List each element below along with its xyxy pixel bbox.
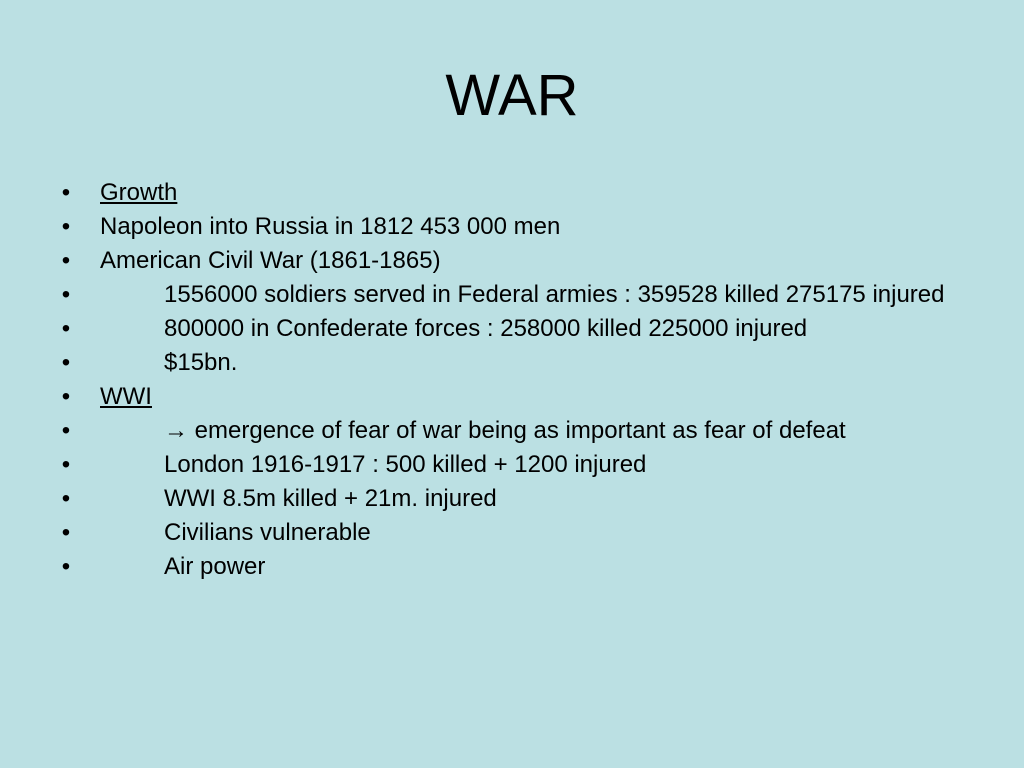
bullet-dot: • [61,281,71,308]
bullet-text: London 1916-1917 : 500 killed + 1200 injured [164,451,647,478]
bullet-text: Civilians vulnerable [164,519,371,546]
bullet-dot: • [61,417,71,444]
bullet-dot: • [61,451,71,478]
bullet-text: Napoleon into Russia in 1812 453 000 men [100,213,561,240]
bullet-dot: • [61,553,71,580]
bullet-dot: • [61,213,71,240]
slide-title: WAR [445,63,579,128]
bullet-dot: • [61,383,71,410]
bullet-item-growth [56,180,956,206]
bullet-text: Growth [100,179,178,206]
bullet-text: American Civil War (1861-1865) [100,247,441,274]
bullet-item-american-civil-war [56,248,956,274]
bullet-item-fear-of-war [56,418,956,444]
bullet-dot: • [61,179,71,206]
bullet-item-confederate-forces [56,316,956,342]
bullet-dot: • [61,519,71,546]
bullet-text: 800000 in Confederate forces : 258000 killed 225000 injured [164,315,808,342]
bullet-text: 1556000 soldiers served in Federal armies : 359528 killed 275175 injured [164,281,945,308]
bullet-text: WWI [100,383,152,410]
bullet-dot: • [61,315,71,342]
bullet-dot: • [61,349,71,376]
bullet-text: → emergence of fear of war being as important as fear of defeat [164,417,846,444]
bullet-item-napoleon [56,214,956,240]
bullet-item-civilians [56,520,956,546]
bullet-item-wwi-casualties [56,486,956,512]
bullet-text: Air power [164,553,266,580]
bullet-item-air-power [56,554,956,580]
bullet-text: $15bn. [164,349,238,376]
bullet-item-federal-armies [56,282,956,308]
bullet-dot: • [61,485,71,512]
bullet-item-london [56,452,956,478]
bullet-text: WWI 8.5m killed + 21m. injured [164,485,497,512]
bullet-dot: • [61,247,71,274]
bullet-list [56,180,956,588]
bullet-item-wwi [56,384,956,410]
bullet-item-cost [56,350,956,376]
